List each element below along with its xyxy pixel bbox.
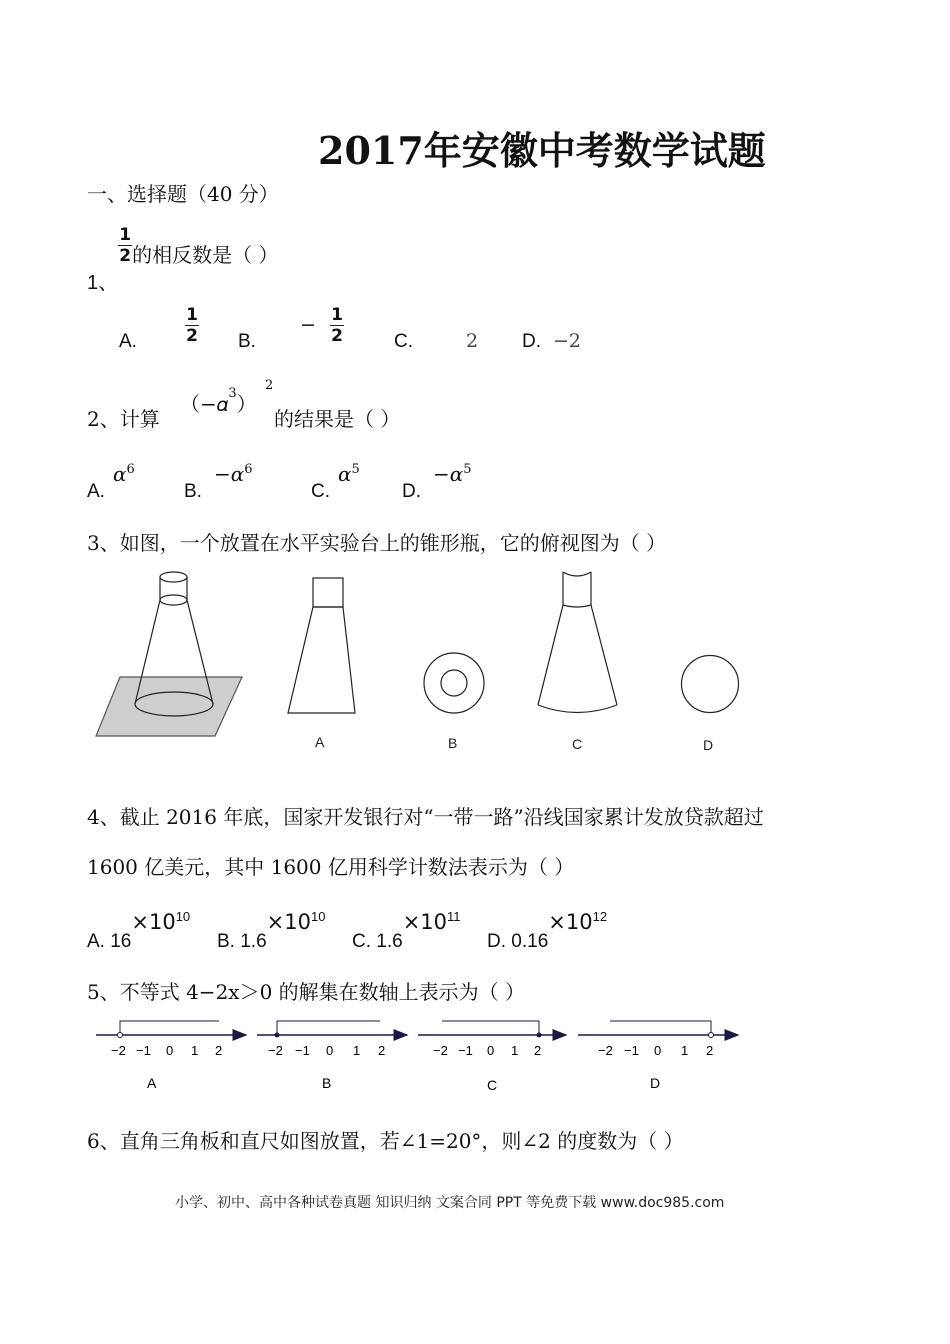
q3-label-b: B (448, 735, 458, 751)
q4-option-b-times: ×10 (266, 910, 311, 934)
q4-option-d-exp: 12 (592, 909, 608, 924)
q4-option-b-exp: 10 (310, 909, 326, 924)
q2-expr-exp-in: 3 (228, 386, 237, 402)
q4-option-d-times: ×10 (548, 910, 593, 934)
q5-number-lines (0, 1010, 950, 1100)
q5-b-tick-m1: −1 (295, 1043, 310, 1058)
q1-frac-num: 1 (119, 225, 132, 245)
q5-line-b (257, 1021, 407, 1058)
q5-label-d: D (650, 1075, 661, 1091)
q5-a-tick-m1: −1 (136, 1043, 151, 1058)
q2-option-b-exp: 6 (244, 462, 253, 477)
q2-option-c-exp: 5 (351, 462, 360, 477)
q5-b-tick-m2: −2 (268, 1043, 283, 1058)
q2-expression (180, 388, 257, 417)
question-6: 6、直角三角板和直尺如图放置，若∠1=20°，则∠2 的度数为（ ） (87, 1129, 684, 1153)
q5-d-tick-2: 2 (706, 1043, 714, 1058)
q1-fraction (118, 226, 132, 265)
q1-option-a-label: A. (119, 331, 137, 352)
question-5: 5、不等式 4−2x＞0 的解集在数轴上表示为（ ） (87, 980, 526, 1004)
q2-expr-exp-out: 2 (265, 378, 274, 393)
q3-option-d-figure (682, 656, 739, 713)
q2-expr-close: ） (236, 392, 257, 416)
q1-option-b-num: 1 (331, 305, 343, 325)
q2-option-a-exp: 6 (126, 462, 135, 477)
q1-option-b-label: B. (238, 331, 256, 352)
q1-option-b-sign: − (300, 314, 316, 336)
question-4-line-1: 4、截止 2016 年底，国家开发银行对“一带一路”沿线国家累计发放贷款超过 (87, 805, 764, 829)
q4-option-b (217, 906, 326, 952)
q5-label-c: C (487, 1077, 498, 1093)
q1-option-b-fraction (330, 306, 344, 345)
q2-option-c-base: 𝛼 (338, 462, 352, 486)
q3-option-c-figure (538, 572, 617, 713)
q1-option-d-label: D. (522, 331, 541, 352)
q5-c-tick-2: 2 (534, 1043, 542, 1058)
q4-option-c-label: C. 1.6 (352, 931, 403, 952)
q2-option-d-exp: 5 (463, 462, 472, 477)
q1-frac-den: 2 (119, 246, 132, 266)
question-4-line-2: 1600 亿美元，其中 1600 亿用科学计数法表示为（ ） (87, 855, 575, 879)
q5-d-tick-m2: −2 (598, 1043, 613, 1058)
q4-option-c (352, 906, 461, 952)
q3-figures (0, 560, 950, 760)
q5-label-a: A (147, 1075, 157, 1091)
q4-option-a-exp: 10 (175, 909, 191, 924)
q2-option-a-base: 𝛼 (113, 462, 127, 486)
q1-option-d-value: −2 (553, 330, 582, 352)
q4-option-a-times: ×10 (131, 910, 176, 934)
q3-option-b-figure (424, 653, 484, 713)
q2-text: 的结果是（ ） (274, 407, 401, 431)
q3-label-a: A (315, 734, 325, 750)
q2-option-b-expr (214, 462, 253, 486)
q4-option-c-times: ×10 (402, 910, 448, 934)
q4-option-a-label: A. 16 (87, 931, 132, 952)
q2-option-d-expr (433, 462, 472, 486)
q5-a-tick-1: 1 (191, 1043, 199, 1058)
q5-c-tick-0: 0 (487, 1043, 495, 1058)
q5-c-tick-1: 1 (511, 1043, 519, 1058)
q1-prefix: 1、 (87, 272, 119, 294)
q5-b-tick-0: 0 (326, 1043, 334, 1058)
section-heading: 一、选择题（40 分） (87, 182, 279, 206)
q5-c-tick-m1: −1 (458, 1043, 473, 1058)
question-1 (87, 225, 279, 294)
q3-option-a-figure (288, 578, 355, 713)
q1-option-a-num: 1 (186, 305, 198, 325)
q2-option-d-base: −𝛼 (433, 462, 464, 486)
q3-label-d: D (703, 737, 714, 753)
q5-b-tick-2: 2 (378, 1043, 386, 1058)
q5-b-tick-1: 1 (353, 1043, 361, 1058)
q2-option-b-base: −𝛼 (214, 462, 245, 486)
q4-option-d-label: D. 0.16 (487, 931, 549, 952)
q2-expr-base: （−𝛼 (180, 392, 229, 416)
q4-option-d (487, 906, 608, 952)
q5-line-c (418, 1021, 566, 1058)
q1-option-c-value: 2 (466, 330, 479, 352)
q5-d-tick-0: 0 (654, 1043, 662, 1058)
q5-line-d (578, 1021, 738, 1058)
q5-c-tick-m2: −2 (433, 1043, 448, 1058)
page-title: 2017年安徽中考数学试题 (318, 128, 766, 173)
q5-a-tick-2: 2 (215, 1043, 223, 1058)
q2-option-d-label: D. (402, 481, 421, 502)
question-3: 3、如图，一个放置在水平实验台上的锥形瓶，它的俯视图为（ ） (87, 531, 667, 555)
q3-label-c: C (572, 736, 583, 752)
q2-option-c-expr (338, 462, 360, 486)
q5-a-tick-m2: −2 (111, 1043, 126, 1058)
page-footer: 小学、初中、高中各种试卷真题 知识归纳 文案合同 PPT 等免费下载 www.doc985.com (175, 1195, 725, 1211)
q1-option-a-fraction (185, 306, 199, 345)
q2-option-a-label: A. (87, 481, 105, 502)
q5-a-tick-0: 0 (166, 1043, 174, 1058)
q4-option-c-exp: 11 (447, 909, 461, 924)
q5-label-b: B (322, 1075, 332, 1091)
q4-option-b-label: B. 1.6 (217, 931, 267, 952)
q2-prefix: 2、计算 (87, 407, 160, 431)
q1-option-a-den: 2 (186, 326, 198, 346)
q5-d-tick-m1: −1 (624, 1043, 639, 1058)
q2-option-b-label: B. (184, 481, 202, 502)
q1-text: 的相反数是（ ） (132, 243, 279, 267)
q2-option-c-label: C. (311, 481, 330, 502)
q4-option-a (87, 906, 191, 952)
q3-flask-figure (96, 572, 242, 736)
q5-d-tick-1: 1 (681, 1043, 689, 1058)
q5-line-a (96, 1021, 246, 1058)
q1-option-b-den: 2 (331, 326, 343, 346)
q2-option-a-expr (113, 462, 135, 486)
q1-option-c-label: C. (394, 331, 413, 352)
